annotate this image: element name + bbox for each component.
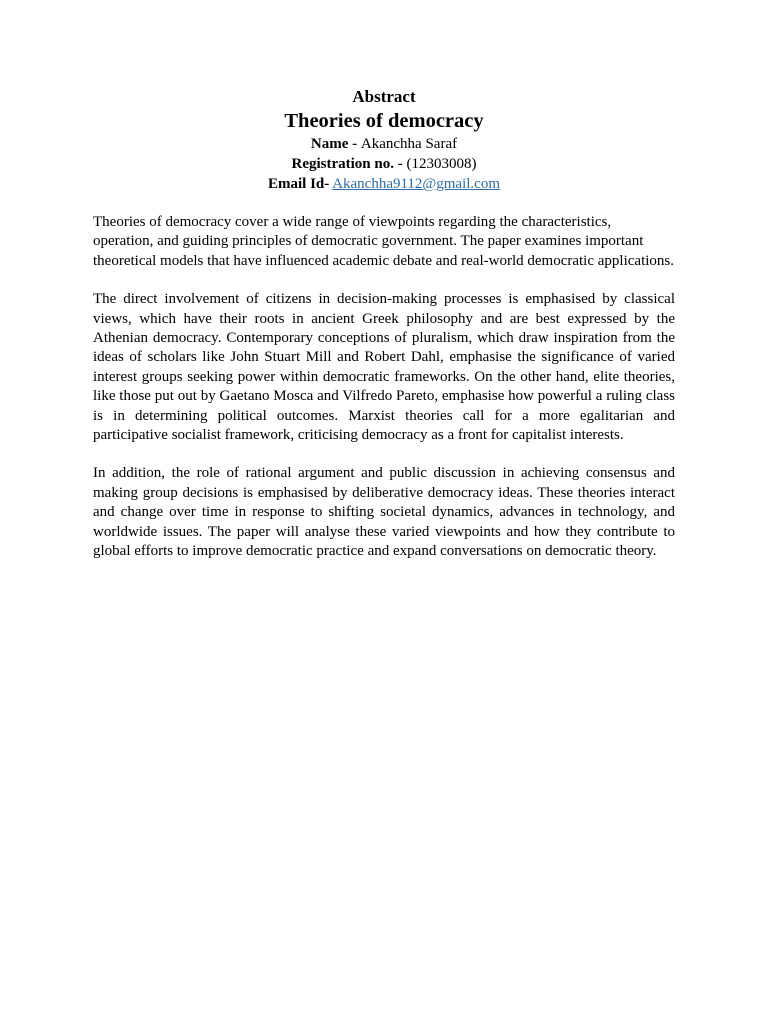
document-page bbox=[93, 86, 675, 562]
abstract-paragraph-2: The direct involvement of citizens in decision-making processes is emphasised by classical views, which have their roots in ancient Greek philosophy and are best expressed by the Athenian democracy. Contemporary conceptions of pluralism, which draw inspiration from the ideas of scholars like John Stuart Mill and Robert Dahl, emphasise the significance of varied interest groups seeking power within democratic frameworks. On the other hand, elite theories, like those put out by Gaetano Mosca and Vilfredo Pareto, emphasise how powerful a ruling class is in determining political outcomes. Marxist theories call for a more egalitarian and participative socialist framework, criticising democracy as a front for capitalist interests. bbox=[93, 291, 675, 444]
registration-line bbox=[93, 154, 675, 174]
abstract-paragraph-1: Theories of democracy cover a wide range of viewpoints regarding the characteristics, operation, and guiding principles of democratic government. The paper examines important theoretical models that have influenced academic debate and real-world democratic applications. bbox=[93, 214, 674, 269]
registration-key: Registration no. bbox=[291, 156, 394, 172]
registration-separator: - bbox=[394, 156, 407, 172]
email-line bbox=[93, 174, 675, 194]
name-key: Name bbox=[310, 136, 349, 152]
author-name-line bbox=[93, 134, 675, 154]
author-name: Akanchha Saraf bbox=[360, 136, 458, 152]
abstract-paragraph-3: In addition, the role of rational argument and public discussion in achieving consensus and making group decisions is emphasised by deliberative democracy ideas. These theories interact and change over time in response to shifting societal dynamics, advances in technology, and worldwide issues. The paper will analyse these varied viewpoints and how they contribute to global efforts to improve democratic practice and expand conversations on democratic theory. bbox=[93, 465, 675, 560]
name-separator: - bbox=[348, 136, 361, 152]
abstract-heading: Abstract bbox=[352, 87, 416, 106]
registration-number: (12303008) bbox=[406, 156, 477, 172]
email-key: Email Id- bbox=[267, 176, 330, 192]
document-title: Theories of democracy bbox=[284, 110, 484, 132]
email-link[interactable]: Akanchha9112@gmail.com bbox=[332, 176, 500, 192]
document-header bbox=[93, 86, 675, 194]
